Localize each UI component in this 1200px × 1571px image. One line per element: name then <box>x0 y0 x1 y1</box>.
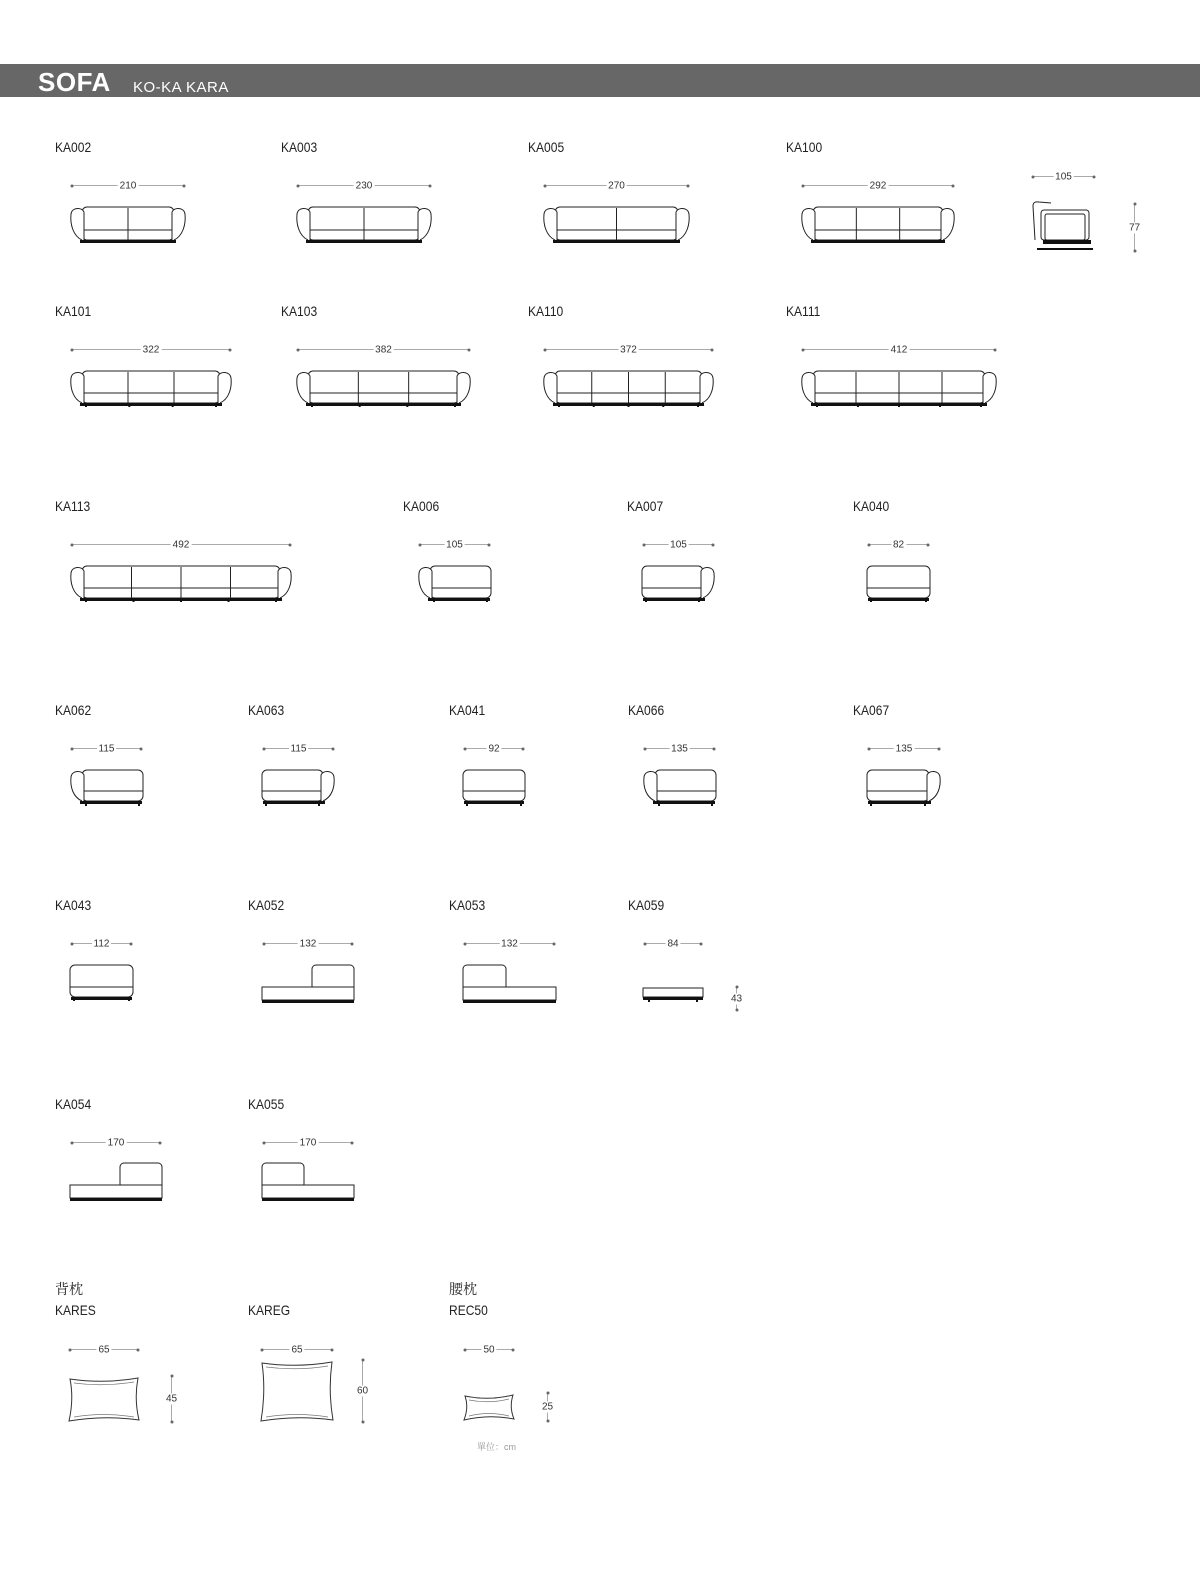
base-rail <box>71 997 132 1000</box>
width-dimension-ka053-tick-end <box>553 942 556 945</box>
sofa-back <box>655 770 716 801</box>
right-arm <box>676 208 689 240</box>
width-dimension-ka055-tick-start <box>263 1141 266 1144</box>
sofa-drawing-ka062 <box>70 769 143 806</box>
width-dimension-kareg: 65 <box>291 1344 303 1355</box>
right-arm <box>172 208 185 240</box>
width-dimension-ka059-tick-end <box>700 942 703 945</box>
product-code-ka005: KA005 <box>528 139 565 155</box>
side-width-dimension: 105 <box>1055 171 1072 182</box>
sofa-drawing-ka043 <box>70 964 133 1001</box>
width-dimension-ka113-tick-start <box>71 543 74 546</box>
base-rail <box>80 240 176 243</box>
chaise-back <box>262 1163 304 1188</box>
chaise-seat <box>70 1185 162 1198</box>
width-dimension-ka063-tick-start <box>263 747 266 750</box>
width-dimension-ka052: 132 <box>299 938 317 949</box>
sofa-back <box>308 371 459 403</box>
section-header-bar <box>0 64 1200 97</box>
width-dimension-ka054-tick-start <box>71 1141 74 1144</box>
width-dimension-ka007: 105 <box>670 539 687 550</box>
width-dimension-ka101-tick-start <box>71 348 74 351</box>
width-dimension-ka040-tick-end <box>927 543 930 546</box>
base-rail <box>262 1000 354 1003</box>
width-dimension-ka003: 230 <box>355 180 373 191</box>
left-arm <box>644 771 657 801</box>
right-arm <box>321 771 334 801</box>
product-code-ka002: KA002 <box>55 139 92 155</box>
left-arm <box>297 372 310 403</box>
width-dimension-ka052-tick-end <box>351 942 354 945</box>
width-dimension-ka005-tick-start <box>544 184 547 187</box>
sofa-back <box>82 770 143 801</box>
left-arm <box>802 208 815 240</box>
width-dimension-ka066-tick-end <box>713 747 716 750</box>
sofa-drawing-ka066 <box>643 769 716 806</box>
sofa-drawing-ka007 <box>642 565 715 602</box>
base-rail <box>306 403 461 406</box>
product-code-ka062: KA062 <box>55 702 92 718</box>
height-dimension-ka059: 43 <box>730 993 743 1004</box>
width-dimension-ka063-tick-end <box>332 747 335 750</box>
width-dimension-ka110-tick-start <box>544 348 547 351</box>
width-dimension-rec50-tick-start <box>464 1348 467 1351</box>
width-dimension-ka006-tick-start <box>419 543 422 546</box>
width-dimension-ka041-tick-start <box>464 747 467 750</box>
product-code-ka100: KA100 <box>786 139 823 155</box>
width-dimension-ka067-tick-start <box>868 747 871 750</box>
width-dimension-ka054-tick-end <box>159 1141 162 1144</box>
sofa-drawing-ka002 <box>70 206 186 243</box>
sofa-back <box>867 770 929 801</box>
width-dimension-ka052-tick-start <box>263 942 266 945</box>
width-dimension-ka062: 115 <box>98 743 115 754</box>
width-dimension-ka043-tick-end <box>130 942 133 945</box>
ottoman-drawing-ka059 <box>643 988 703 1002</box>
product-code-ka041: KA041 <box>449 702 486 718</box>
right-arm <box>418 208 431 240</box>
side-height-dimension: 77 <box>1128 222 1141 233</box>
side-width-dimension-tick-start <box>1032 175 1035 178</box>
category-label-back-cushion: 背枕 <box>55 1281 83 1297</box>
chaise-drawing-ka054 <box>70 1162 162 1200</box>
height-dimension-rec50: 25 <box>541 1401 554 1413</box>
height-dimension-kareg-tick-start <box>361 1359 364 1362</box>
width-dimension-ka067-tick-end <box>938 747 941 750</box>
left-arm <box>297 208 310 240</box>
sofa-drawing-ka110 <box>543 370 714 407</box>
base-rail <box>868 801 931 804</box>
width-dimension-ka103-tick-end <box>468 348 471 351</box>
width-dimension-ka005: 270 <box>608 180 625 191</box>
base-rail <box>70 1198 162 1201</box>
sofa-back <box>262 770 323 801</box>
product-code-ka101: KA101 <box>55 303 92 319</box>
product-code-ka059: KA059 <box>628 897 665 913</box>
width-dimension-ka006-tick-end <box>488 543 491 546</box>
base-rail <box>868 598 929 601</box>
chaise-seat <box>262 1185 354 1198</box>
sofa-side-drawing <box>1031 200 1096 251</box>
product-code-ka040: KA040 <box>853 498 890 514</box>
product-code-ka054: KA054 <box>55 1096 92 1112</box>
chaise-drawing-ka055 <box>262 1162 354 1200</box>
right-arm <box>983 372 996 403</box>
sofa-drawing-ka040 <box>867 565 930 602</box>
product-code-ka110: KA110 <box>528 303 564 319</box>
sofa-back <box>642 566 703 598</box>
unit-note: 單位：cm <box>477 1442 516 1452</box>
height-dimension-kares: 45 <box>165 1393 178 1405</box>
ottoman-seat <box>643 988 703 997</box>
base-rail <box>262 1198 354 1201</box>
base-rail <box>811 403 987 406</box>
sofa-drawing-ka103 <box>296 370 471 407</box>
chaise-seat <box>463 987 556 1000</box>
base-rail <box>80 598 282 601</box>
sofa-drawing-ka100 <box>801 206 955 243</box>
side-seat <box>1045 214 1085 240</box>
right-arm <box>218 372 231 403</box>
product-code-ka003: KA003 <box>281 139 318 155</box>
width-dimension-ka002: 210 <box>119 180 137 191</box>
sofa-back <box>70 965 133 997</box>
width-dimension-ka040-tick-start <box>868 543 871 546</box>
width-dimension-kares-tick-start <box>69 1348 72 1351</box>
pillow-outline <box>464 1395 514 1420</box>
width-dimension-ka003-tick-end <box>429 184 432 187</box>
right-arm <box>941 208 954 240</box>
pillow-drawing-kares <box>68 1376 140 1422</box>
section-subtitle: KO-KA KARA <box>133 79 229 96</box>
width-dimension-kares: 65 <box>98 1344 110 1355</box>
base-rail <box>263 801 325 804</box>
width-dimension-ka053-tick-start <box>464 942 467 945</box>
base-rail <box>463 1000 556 1003</box>
width-dimension-kareg-tick-start <box>261 1348 264 1351</box>
left-arm <box>544 372 557 403</box>
left-arm <box>71 771 84 801</box>
width-dimension-ka101-tick-end <box>229 348 232 351</box>
base-rail <box>553 403 704 406</box>
base-rail <box>643 598 705 601</box>
sofa-drawing-ka111 <box>801 370 997 407</box>
right-arm <box>457 372 470 403</box>
product-code-ka111: KA111 <box>786 303 821 319</box>
width-dimension-ka043-tick-start <box>71 942 74 945</box>
width-dimension-ka007-tick-start <box>643 543 646 546</box>
right-arm <box>701 567 714 598</box>
width-dimension-ka100: 292 <box>869 180 887 191</box>
base-rail <box>306 240 422 243</box>
width-dimension-ka066: 135 <box>671 743 688 754</box>
left-arm <box>802 372 815 403</box>
base-rail <box>643 997 703 1000</box>
height-dimension-rec50-tick-start <box>546 1392 549 1395</box>
product-code-ka103: KA103 <box>281 303 318 319</box>
product-code-ka043: KA043 <box>55 897 92 913</box>
base-rail <box>80 801 142 804</box>
width-dimension-ka059-tick-start <box>644 942 647 945</box>
width-dimension-ka103-tick-start <box>297 348 300 351</box>
product-code-ka052: KA052 <box>248 897 285 913</box>
sofa-back <box>463 770 525 801</box>
base-rail <box>811 240 945 243</box>
sofa-drawing-ka101 <box>70 370 232 407</box>
height-dimension-kares-tick-start <box>170 1375 173 1378</box>
width-dimension-ka062-tick-start <box>71 747 74 750</box>
section-title: SOFA <box>38 67 111 97</box>
left-arm <box>71 208 84 240</box>
width-dimension-ka066-tick-start <box>644 747 647 750</box>
base-rail <box>80 403 222 406</box>
width-dimension-rec50-tick-end <box>512 1348 515 1351</box>
width-dimension-ka067: 135 <box>895 743 913 754</box>
category-label-lumbar-cushion: 腰枕 <box>449 1281 477 1297</box>
chaise-seat <box>262 987 354 1000</box>
chaise-back <box>120 1163 162 1188</box>
side-height-dimension-tick-end <box>1133 250 1136 253</box>
product-code-ka006: KA006 <box>403 498 440 514</box>
pillow-drawing-rec50 <box>463 1393 515 1421</box>
width-dimension-ka043: 112 <box>93 938 110 949</box>
product-code-kareg: KAREG <box>248 1302 291 1318</box>
width-dimension-ka006: 105 <box>446 539 463 550</box>
width-dimension-ka041-tick-end <box>522 747 525 750</box>
sofa-drawing-ka067 <box>867 769 941 806</box>
width-dimension-kareg-tick-end <box>331 1348 334 1351</box>
width-dimension-ka055: 170 <box>299 1137 317 1148</box>
product-code-ka007: KA007 <box>627 498 664 514</box>
base-rail <box>428 598 490 601</box>
height-dimension-rec50-tick-end <box>546 1420 549 1423</box>
width-dimension-ka002-tick-end <box>183 184 186 187</box>
width-dimension-rec50: 50 <box>483 1344 495 1355</box>
left-arm <box>71 567 84 598</box>
product-code-rec50: REC50 <box>449 1302 488 1318</box>
right-arm <box>278 567 291 598</box>
width-dimension-ka113: 492 <box>172 539 190 550</box>
height-dimension-kares-tick-end <box>170 1421 173 1424</box>
right-arm <box>700 372 713 403</box>
width-dimension-ka062-tick-end <box>140 747 143 750</box>
sofa-drawing-ka006 <box>418 565 491 602</box>
sofa-drawing-ka113 <box>70 565 292 602</box>
width-dimension-ka053: 132 <box>501 938 518 949</box>
width-dimension-ka111-tick-start <box>802 348 805 351</box>
sofa-drawing-ka003 <box>296 206 432 243</box>
width-dimension-ka002-tick-start <box>71 184 74 187</box>
width-dimension-ka101: 322 <box>142 344 160 355</box>
pillow-outline <box>261 1362 333 1421</box>
product-code-kares: KARES <box>55 1302 96 1318</box>
sofa-drawing-ka005 <box>543 206 690 243</box>
chaise-back <box>463 965 506 990</box>
left-arm <box>71 372 84 403</box>
pillow-drawing-kareg <box>260 1360 334 1422</box>
width-dimension-ka059: 84 <box>667 938 679 949</box>
height-dimension-ka059-tick-start <box>735 986 738 989</box>
base-rail <box>553 240 680 243</box>
width-dimension-ka110: 372 <box>620 344 637 355</box>
width-dimension-ka113-tick-end <box>289 543 292 546</box>
product-code-ka066: KA066 <box>628 702 665 718</box>
height-dimension-kareg: 60 <box>356 1385 369 1397</box>
width-dimension-ka100-tick-end <box>952 184 955 187</box>
product-code-ka053: KA053 <box>449 897 486 913</box>
right-arm <box>927 771 940 801</box>
width-dimension-ka110-tick-end <box>711 348 714 351</box>
sofa-back <box>867 566 930 598</box>
chaise-drawing-ka052 <box>262 964 354 1002</box>
chaise-back <box>312 965 354 990</box>
width-dimension-ka054: 170 <box>107 1137 125 1148</box>
width-dimension-ka111-tick-end <box>994 348 997 351</box>
sofa-back <box>430 566 491 598</box>
width-dimension-kares-tick-end <box>137 1348 140 1351</box>
side-width-dimension-tick-end <box>1093 175 1096 178</box>
sofa-drawing-ka041 <box>463 769 525 806</box>
side-height-dimension-tick-start <box>1133 203 1136 206</box>
side-base <box>1043 240 1091 244</box>
width-dimension-ka007-tick-end <box>712 543 715 546</box>
width-dimension-ka111: 412 <box>890 344 908 355</box>
width-dimension-ka100-tick-start <box>802 184 805 187</box>
width-dimension-ka103: 382 <box>375 344 392 355</box>
sofa-drawing-ka063 <box>262 769 335 806</box>
sofa-back <box>82 371 220 403</box>
width-dimension-ka063: 115 <box>290 743 307 754</box>
height-dimension-kareg-tick-end <box>361 1421 364 1424</box>
width-dimension-ka041: 92 <box>488 743 500 754</box>
left-arm <box>544 208 557 240</box>
left-arm <box>419 567 432 598</box>
product-code-ka055: KA055 <box>248 1096 285 1112</box>
product-code-ka067: KA067 <box>853 702 890 718</box>
side-foot <box>1037 248 1093 250</box>
height-dimension-ka059-tick-end <box>735 1009 738 1012</box>
chaise-drawing-ka053 <box>463 964 556 1002</box>
product-code-ka113: KA113 <box>55 498 91 514</box>
width-dimension-ka003-tick-start <box>297 184 300 187</box>
width-dimension-ka005-tick-end <box>687 184 690 187</box>
base-rail <box>653 801 715 804</box>
product-code-ka063: KA063 <box>248 702 285 718</box>
sofa-back <box>813 207 943 240</box>
width-dimension-ka040: 82 <box>892 539 905 550</box>
base-rail <box>464 801 524 804</box>
width-dimension-ka055-tick-end <box>351 1141 354 1144</box>
